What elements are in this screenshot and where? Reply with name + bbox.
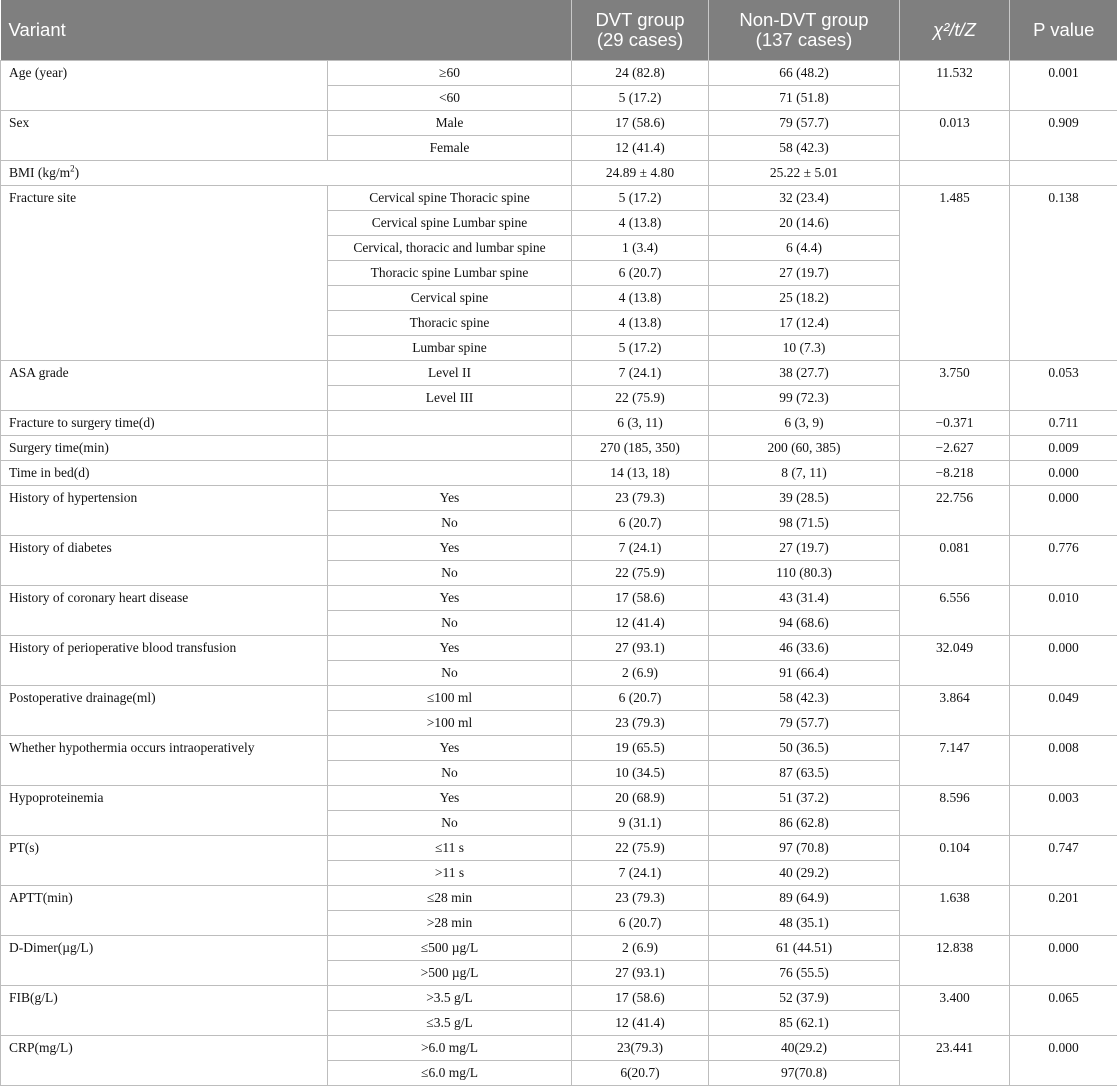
table-row xyxy=(1,836,1117,861)
table-row xyxy=(1,461,1117,486)
dvt-value-cell: 12 (41.4) xyxy=(572,136,709,161)
dvt-value-cell: 24.89 ± 4.80 xyxy=(572,161,709,186)
header-statistic xyxy=(900,0,1010,61)
category-cell xyxy=(328,436,572,461)
variable-cell: Fracture to surgery time(d) xyxy=(1,411,328,436)
statistic-cell: 12.838 xyxy=(900,936,1010,986)
header-nondvt-group xyxy=(709,0,900,61)
dvt-value-cell: 12 (41.4) xyxy=(572,611,709,636)
non-dvt-value-cell: 6 (4.4) xyxy=(709,236,900,261)
category-cell: No xyxy=(328,511,572,536)
table-row xyxy=(1,111,1117,136)
non-dvt-value-cell: 85 (62.1) xyxy=(709,1011,900,1036)
category-cell: >100 ml xyxy=(328,711,572,736)
non-dvt-value-cell: 43 (31.4) xyxy=(709,586,900,611)
dvt-value-cell: 5 (17.2) xyxy=(572,86,709,111)
table-row xyxy=(1,886,1117,911)
category-cell: <60 xyxy=(328,86,572,111)
table-row xyxy=(1,486,1117,511)
non-dvt-value-cell: 48 (35.1) xyxy=(709,911,900,936)
dvt-value-cell: 5 (17.2) xyxy=(572,336,709,361)
category-cell: No xyxy=(328,561,572,586)
non-dvt-value-cell: 6 (3, 9) xyxy=(709,411,900,436)
dvt-value-cell: 6 (20.7) xyxy=(572,261,709,286)
statistic-cell: 11.532 xyxy=(900,61,1010,111)
p-value-cell: 0.000 xyxy=(1010,461,1117,486)
dvt-value-cell: 6 (20.7) xyxy=(572,511,709,536)
dvt-value-cell: 23 (79.3) xyxy=(572,886,709,911)
category-cell: ≤6.0 mg/L xyxy=(328,1061,572,1086)
dvt-value-cell: 6(20.7) xyxy=(572,1061,709,1086)
variable-cell: FIB(g/L) xyxy=(1,986,328,1036)
non-dvt-value-cell: 17 (12.4) xyxy=(709,311,900,336)
category-cell: Thoracic spine Lumbar spine xyxy=(328,261,572,286)
non-dvt-value-cell: 97(70.8) xyxy=(709,1061,900,1086)
category-cell: Cervical spine Thoracic spine xyxy=(328,186,572,211)
non-dvt-value-cell: 79 (57.7) xyxy=(709,111,900,136)
p-value-cell: 0.008 xyxy=(1010,736,1117,786)
dvt-value-cell: 19 (65.5) xyxy=(572,736,709,761)
statistic-cell: 23.441 xyxy=(900,1036,1010,1086)
category-cell: >3.5 g/L xyxy=(328,986,572,1011)
category-cell: ≤500 µg/L xyxy=(328,936,572,961)
category-cell: ≤11 s xyxy=(328,836,572,861)
non-dvt-value-cell: 71 (51.8) xyxy=(709,86,900,111)
statistic-cell: −0.371 xyxy=(900,411,1010,436)
header-dvt-group xyxy=(572,0,709,61)
category-cell: >500 µg/L xyxy=(328,961,572,986)
dvt-value-cell: 17 (58.6) xyxy=(572,111,709,136)
category-cell: Cervical, thoracic and lumbar spine xyxy=(328,236,572,261)
dvt-value-cell: 9 (31.1) xyxy=(572,811,709,836)
table-row xyxy=(1,936,1117,961)
table-row xyxy=(1,636,1117,661)
category-cell: ≥60 xyxy=(328,61,572,86)
non-dvt-value-cell: 25 (18.2) xyxy=(709,286,900,311)
header-statistic-label: χ²/t/Z xyxy=(933,19,976,40)
table-row xyxy=(1,736,1117,761)
table-row xyxy=(1,61,1117,86)
category-cell: >28 min xyxy=(328,911,572,936)
header-dvt-line2: (29 cases) xyxy=(597,29,683,50)
non-dvt-value-cell: 40 (29.2) xyxy=(709,861,900,886)
category-cell: No xyxy=(328,761,572,786)
category-cell: Yes xyxy=(328,786,572,811)
dvt-value-cell: 17 (58.6) xyxy=(572,586,709,611)
dvt-value-cell: 7 (24.1) xyxy=(572,536,709,561)
variable-cell: Sex xyxy=(1,111,328,161)
statistic-cell: 0.013 xyxy=(900,111,1010,161)
dvt-value-cell: 4 (13.8) xyxy=(572,311,709,336)
category-cell: Cervical spine xyxy=(328,286,572,311)
dvt-value-cell: 17 (58.6) xyxy=(572,986,709,1011)
dvt-value-cell: 22 (75.9) xyxy=(572,836,709,861)
p-value-cell: 0.003 xyxy=(1010,786,1117,836)
table-row xyxy=(1,586,1117,611)
category-cell: No xyxy=(328,811,572,836)
dvt-value-cell: 7 (24.1) xyxy=(572,861,709,886)
table-row xyxy=(1,1036,1117,1061)
table-body xyxy=(1,61,1117,1086)
p-value-cell: 0.747 xyxy=(1010,836,1117,886)
category-cell: No xyxy=(328,611,572,636)
p-value-cell xyxy=(1010,161,1117,186)
non-dvt-value-cell: 50 (36.5) xyxy=(709,736,900,761)
statistic-cell xyxy=(900,161,1010,186)
category-cell xyxy=(328,411,572,436)
dvt-value-cell: 23 (79.3) xyxy=(572,486,709,511)
p-value-cell: 0.001 xyxy=(1010,61,1117,111)
header-nondvt-line2: (137 cases) xyxy=(756,29,853,50)
p-value-cell: 0.000 xyxy=(1010,1036,1117,1086)
statistic-cell: 3.750 xyxy=(900,361,1010,411)
dvt-value-cell: 27 (93.1) xyxy=(572,636,709,661)
statistic-cell: 3.400 xyxy=(900,986,1010,1036)
non-dvt-value-cell: 27 (19.7) xyxy=(709,261,900,286)
dvt-value-cell: 6 (3, 11) xyxy=(572,411,709,436)
category-cell: >6.0 mg/L xyxy=(328,1036,572,1061)
category-cell: Yes xyxy=(328,586,572,611)
statistic-cell: −2.627 xyxy=(900,436,1010,461)
non-dvt-value-cell: 79 (57.7) xyxy=(709,711,900,736)
p-value-cell: 0.053 xyxy=(1010,361,1117,411)
category-cell: Male xyxy=(328,111,572,136)
statistic-cell: 1.485 xyxy=(900,186,1010,361)
dvt-value-cell: 10 (34.5) xyxy=(572,761,709,786)
non-dvt-value-cell: 58 (42.3) xyxy=(709,136,900,161)
non-dvt-value-cell: 94 (68.6) xyxy=(709,611,900,636)
dvt-value-cell: 27 (93.1) xyxy=(572,961,709,986)
category-cell: Yes xyxy=(328,486,572,511)
statistic-cell: 0.104 xyxy=(900,836,1010,886)
table-row xyxy=(1,686,1117,711)
p-value-cell: 0.909 xyxy=(1010,111,1117,161)
table-row xyxy=(1,986,1117,1011)
statistic-cell: 3.864 xyxy=(900,686,1010,736)
non-dvt-value-cell: 58 (42.3) xyxy=(709,686,900,711)
category-cell: Cervical spine Lumbar spine xyxy=(328,211,572,236)
p-value-cell: 0.776 xyxy=(1010,536,1117,586)
dvt-value-cell: 4 (13.8) xyxy=(572,211,709,236)
statistic-cell: 6.556 xyxy=(900,586,1010,636)
variable-cell: History of diabetes xyxy=(1,536,328,586)
variable-cell: History of hypertension xyxy=(1,486,328,536)
statistic-cell: −8.218 xyxy=(900,461,1010,486)
p-value-cell: 0.049 xyxy=(1010,686,1117,736)
category-cell: ≤28 min xyxy=(328,886,572,911)
non-dvt-value-cell: 98 (71.5) xyxy=(709,511,900,536)
non-dvt-value-cell: 20 (14.6) xyxy=(709,211,900,236)
statistic-cell: 32.049 xyxy=(900,636,1010,686)
non-dvt-value-cell: 10 (7.3) xyxy=(709,336,900,361)
non-dvt-value-cell: 61 (44.51) xyxy=(709,936,900,961)
non-dvt-value-cell: 27 (19.7) xyxy=(709,536,900,561)
category-cell: Yes xyxy=(328,636,572,661)
variable-cell: APTT(min) xyxy=(1,886,328,936)
category-cell: >11 s xyxy=(328,861,572,886)
p-value-cell: 0.009 xyxy=(1010,436,1117,461)
variable-cell: Age (year) xyxy=(1,61,328,111)
table-row xyxy=(1,361,1117,386)
p-value-cell: 0.000 xyxy=(1010,636,1117,686)
variable-cell: Whether hypothermia occurs intraoperatively xyxy=(1,736,328,786)
non-dvt-value-cell: 99 (72.3) xyxy=(709,386,900,411)
table-row xyxy=(1,536,1117,561)
dvt-value-cell: 1 (3.4) xyxy=(572,236,709,261)
category-cell xyxy=(328,461,572,486)
category-cell: ≤100 ml xyxy=(328,686,572,711)
non-dvt-value-cell: 91 (66.4) xyxy=(709,661,900,686)
non-dvt-value-cell: 51 (37.2) xyxy=(709,786,900,811)
variable-cell: Postoperative drainage(ml) xyxy=(1,686,328,736)
non-dvt-value-cell: 76 (55.5) xyxy=(709,961,900,986)
dvt-value-cell: 7 (24.1) xyxy=(572,361,709,386)
category-cell: Level II xyxy=(328,361,572,386)
header-nondvt-line1: Non-DVT group xyxy=(739,9,868,30)
category-cell: Yes xyxy=(328,736,572,761)
non-dvt-value-cell: 46 (33.6) xyxy=(709,636,900,661)
non-dvt-value-cell: 89 (64.9) xyxy=(709,886,900,911)
non-dvt-value-cell: 86 (62.8) xyxy=(709,811,900,836)
p-value-cell: 0.065 xyxy=(1010,986,1117,1036)
non-dvt-value-cell: 8 (7, 11) xyxy=(709,461,900,486)
statistic-cell: 1.638 xyxy=(900,886,1010,936)
statistic-cell: 0.081 xyxy=(900,536,1010,586)
dvt-value-cell: 14 (13, 18) xyxy=(572,461,709,486)
category-cell: Female xyxy=(328,136,572,161)
variable-cell: Hypoproteinemia xyxy=(1,786,328,836)
category-cell: Lumbar spine xyxy=(328,336,572,361)
variable-cell: History of coronary heart disease xyxy=(1,586,328,636)
p-value-cell: 0.010 xyxy=(1010,586,1117,636)
category-cell: Thoracic spine xyxy=(328,311,572,336)
dvt-value-cell: 6 (20.7) xyxy=(572,911,709,936)
table-row xyxy=(1,186,1117,211)
p-value-cell: 0.000 xyxy=(1010,486,1117,536)
variable-cell: BMI $(kg/m^2)$ xyxy=(1,161,572,186)
category-cell: Level III xyxy=(328,386,572,411)
non-dvt-value-cell: 66 (48.2) xyxy=(709,61,900,86)
dvt-value-cell: 2 (6.9) xyxy=(572,936,709,961)
non-dvt-value-cell: 32 (23.4) xyxy=(709,186,900,211)
variable-cell: PT(s) xyxy=(1,836,328,886)
dvt-value-cell: 270 (185, 350) xyxy=(572,436,709,461)
statistic-cell: 22.756 xyxy=(900,486,1010,536)
statistic-cell: 7.147 xyxy=(900,736,1010,786)
variable-cell: Time in bed(d) xyxy=(1,461,328,486)
dvt-value-cell: 22 (75.9) xyxy=(572,386,709,411)
dvt-value-cell: 4 (13.8) xyxy=(572,286,709,311)
p-value-cell: 0.711 xyxy=(1010,411,1117,436)
table-row xyxy=(1,786,1117,811)
dvt-value-cell: 2 (6.9) xyxy=(572,661,709,686)
non-dvt-value-cell: 87 (63.5) xyxy=(709,761,900,786)
non-dvt-value-cell: 110 (80.3) xyxy=(709,561,900,586)
non-dvt-value-cell: 40(29.2) xyxy=(709,1036,900,1061)
dvt-value-cell: 24 (82.8) xyxy=(572,61,709,86)
statistic-cell: 8.596 xyxy=(900,786,1010,836)
dvt-value-cell: 23 (79.3) xyxy=(572,711,709,736)
dvt-value-cell: 22 (75.9) xyxy=(572,561,709,586)
table-row xyxy=(1,436,1117,461)
variable-cell: CRP(mg/L) xyxy=(1,1036,328,1086)
dvt-value-cell: 6 (20.7) xyxy=(572,686,709,711)
p-value-cell: 0.000 xyxy=(1010,936,1117,986)
table-row xyxy=(1,161,1117,186)
dvt-value-cell: 12 (41.4) xyxy=(572,1011,709,1036)
header-row xyxy=(1,0,1117,61)
header-dvt-line1: DVT group xyxy=(595,9,684,30)
p-value-cell: 0.201 xyxy=(1010,886,1117,936)
non-dvt-value-cell: 97 (70.8) xyxy=(709,836,900,861)
dvt-value-cell: 23(79.3) xyxy=(572,1036,709,1061)
variable-cell: Surgery time(min) xyxy=(1,436,328,461)
non-dvt-value-cell: 25.22 ± 5.01 xyxy=(709,161,900,186)
table-row xyxy=(1,411,1117,436)
p-value-cell: 0.138 xyxy=(1010,186,1117,361)
non-dvt-value-cell: 38 (27.7) xyxy=(709,361,900,386)
category-cell: Yes xyxy=(328,536,572,561)
category-cell: ≤3.5 g/L xyxy=(328,1011,572,1036)
header-variant: Variant xyxy=(1,0,572,61)
variable-cell: History of perioperative blood transfusion xyxy=(1,636,328,686)
non-dvt-value-cell: 39 (28.5) xyxy=(709,486,900,511)
header-p-value: P value xyxy=(1010,0,1117,61)
dvt-value-cell: 5 (17.2) xyxy=(572,186,709,211)
variable-cell: Fracture site xyxy=(1,186,328,361)
variable-cell: ASA grade xyxy=(1,361,328,411)
variable-cell: D-Dimer(µg/L) xyxy=(1,936,328,986)
non-dvt-value-cell: 52 (37.9) xyxy=(709,986,900,1011)
non-dvt-value-cell: 200 (60, 385) xyxy=(709,436,900,461)
category-cell: No xyxy=(328,661,572,686)
dvt-value-cell: 20 (68.9) xyxy=(572,786,709,811)
